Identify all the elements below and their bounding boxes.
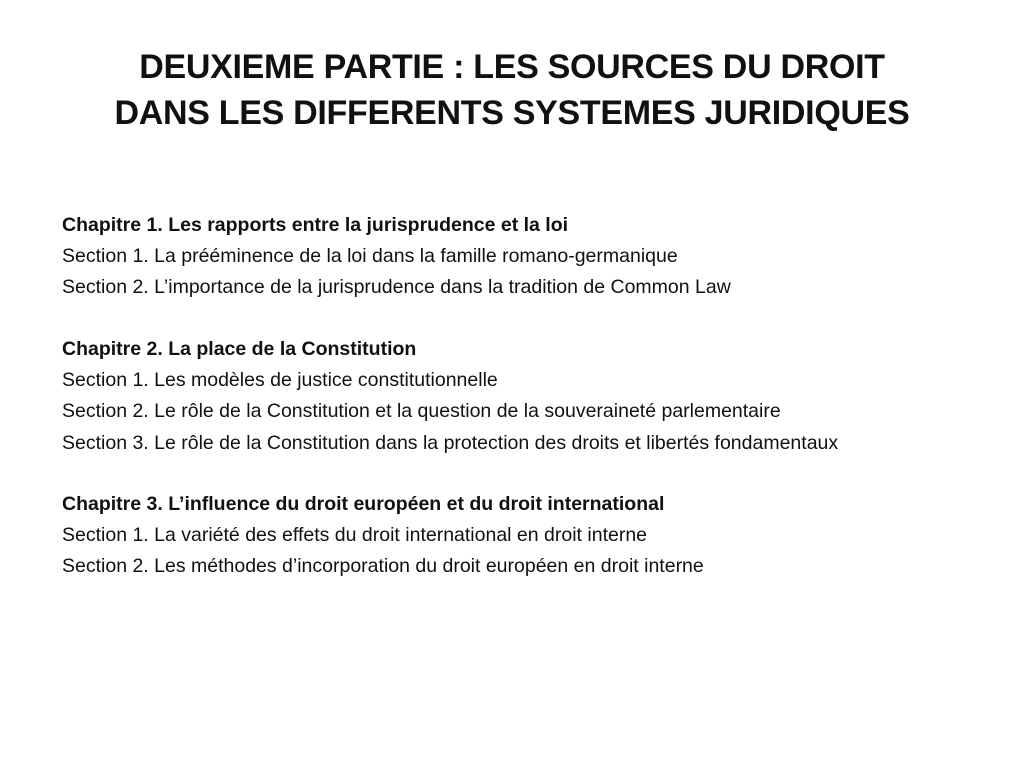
chapter-1-section-2: Section 2. L’importance de la jurisprudence dans la tradition de Common Law xyxy=(62,276,731,298)
chapter-2-section-2: Section 2. Le rôle de la Constitution et la question de la souveraineté parlementaire xyxy=(62,400,781,422)
chapter-3-section-2: Section 2. Les méthodes d’incorporation du droit européen en droit interne xyxy=(62,555,704,577)
chapter-1 xyxy=(62,210,962,303)
chapter-2 xyxy=(62,334,962,458)
slide-title-line-1: DEUXIEME PARTIE : LES SOURCES DU DROIT xyxy=(139,48,885,86)
slide-title-line-2: DANS LES DIFFERENTS SYSTEMES JURIDIQUES xyxy=(114,94,910,132)
chapter-1-title: Chapitre 1. Les rapports entre la jurisprudence et la loi xyxy=(62,214,569,236)
chapter-3 xyxy=(62,489,962,582)
chapter-2-section-1: Section 1. Les modèles de justice constitutionnelle xyxy=(62,369,498,391)
chapter-2-title: Chapitre 2. La place de la Constitution xyxy=(62,338,417,360)
slide-content xyxy=(62,210,962,582)
chapter-3-title: Chapitre 3. L’influence du droit européen et du droit international xyxy=(62,493,665,515)
chapter-2-section-3: Section 3. Le rôle de la Constitution dans la protection des droits et libertés fondamentaux xyxy=(62,432,839,454)
chapter-3-section-1: Section 1. La variété des effets du droit international en droit interne xyxy=(62,524,648,546)
chapter-1-section-1: Section 1. La prééminence de la loi dans la famille romano-germanique xyxy=(62,245,678,267)
slide-title xyxy=(40,44,984,136)
